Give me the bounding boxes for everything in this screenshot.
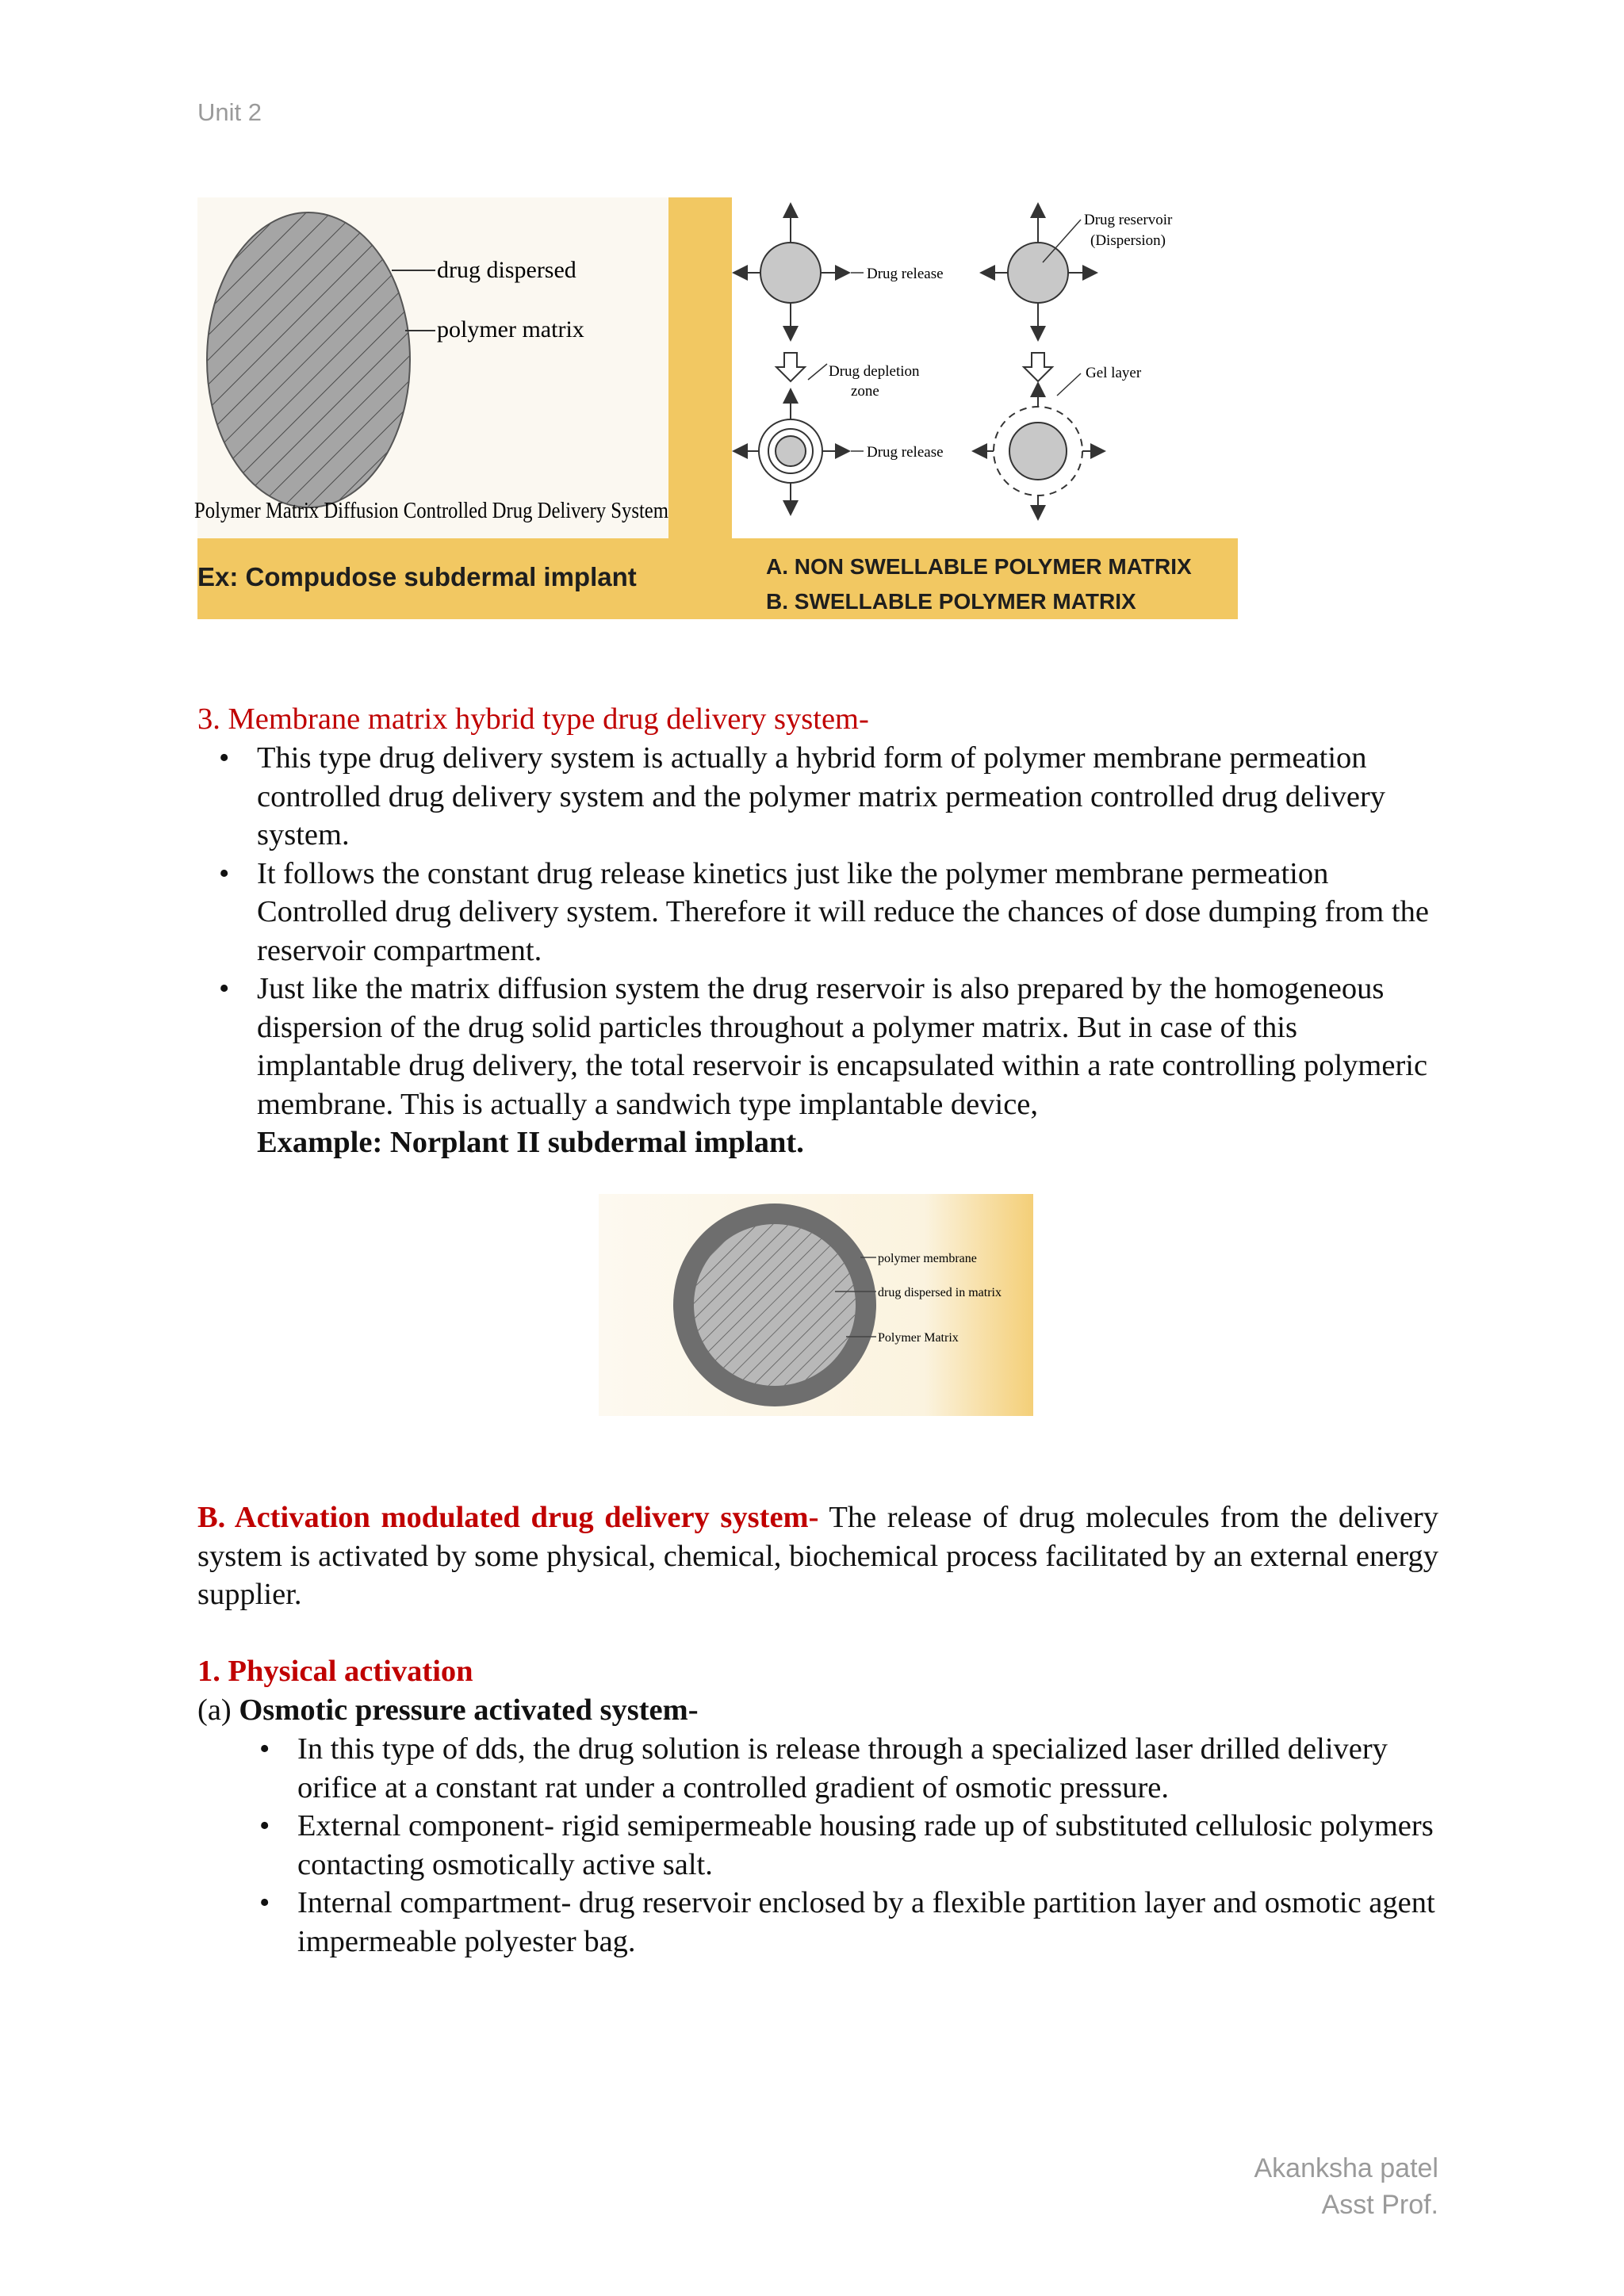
caption-non-swellable: A. NON SWELLABLE POLYMER MATRIX <box>766 554 1192 579</box>
figure-right-panel <box>732 197 1238 538</box>
list-item: • Internal compartment- drug reservoir enclosed by a flexible partition layer and osmotic agent impermeable polyester bag. <box>297 1884 1439 1961</box>
osmotic-subheading: (a) Osmotic pressure activated system- <box>197 1693 699 1727</box>
down-arrow-icon <box>1024 353 1052 381</box>
list-item: • This type drug delivery system is actually a hybrid form of polymer membrane permeation controlled drug delivery system and the polymer matrix permeation controlled drug delivery system. <box>257 739 1438 855</box>
matrix-label: Polymer Matrix <box>878 1331 959 1345</box>
sectionB-heading: B. Activation modulated drug delivery system- <box>197 1501 819 1534</box>
page-header: Unit 2 <box>197 98 262 126</box>
osmotic-bullets <box>297 1730 1439 1961</box>
list-item: • Just like the matrix diffusion system the drug reservoir is also prepared by the homogeneous dispersion of the drug solid particles throughout a polymer matrix. But in case of this implantable drug delivery, the total reservoir is encapsulated within a rate controlling polymeric membrane. This is actually a sandwich type implantable device, <box>257 970 1438 1123</box>
polymer-matrix-diagram <box>194 197 669 538</box>
physical-activation-heading: 1. Physical activation <box>197 1655 473 1688</box>
figure-left-panel <box>194 197 669 538</box>
membrane-label: polymer membrane <box>878 1252 977 1265</box>
example-compudose: Ex: Compudose subdermal implant <box>197 562 637 591</box>
non-swellable-initial <box>735 205 864 339</box>
drug-release-label-1: Drug release <box>867 266 944 282</box>
polymer-matrix-label: polymer matrix <box>437 316 584 342</box>
down-arrow-icon <box>776 353 805 381</box>
sectionB-paragraph <box>197 1498 1438 1614</box>
drug-dispersed-label: drug dispersed <box>437 257 576 283</box>
figure-hybrid-implant <box>599 1194 1033 1416</box>
release-diagram <box>732 197 1238 538</box>
section3-heading: 3. Membrane matrix hybrid type drug delivery system- <box>197 702 869 736</box>
drug-depletion-label: Drug depletion <box>829 363 920 380</box>
caption-block <box>766 549 1192 619</box>
caption-swellable: B. SWELLABLE POLYMER MATRIX <box>766 589 1136 614</box>
list-item: • It follows the constant drug release kinetics just like the polymer membrane permeation Controlled drug delivery system. Therefore it will reduce the chances of dose dumping from the reservoir compartment. <box>257 855 1438 970</box>
left-caption: Polymer Matrix Diffusion Controlled Drug Delivery System <box>194 498 669 523</box>
sectionB-text: The release of drug molecules from the delivery system is activated by some physical, chemical, biochemical process facilitated by an external energy supplier. <box>197 1501 1438 1611</box>
gel-layer-label: Gel layer <box>1086 365 1142 381</box>
swellable-gel <box>975 385 1103 518</box>
figure-matrix-diffusion <box>194 197 1238 619</box>
svg-text:zone: zone <box>851 383 879 400</box>
swellable-initial <box>982 205 1095 339</box>
list-item: • In this type of dds, the drug solution is release through a specialized laser drilled delivery orifice at a constant rat under a controlled gradient of osmotic pressure. <box>297 1730 1439 1807</box>
non-swellable-depleted <box>735 391 864 513</box>
drug-in-matrix-label: drug dispersed in matrix <box>878 1286 1002 1299</box>
drug-reservoir-label: Drug reservoir <box>1084 212 1173 228</box>
hybrid-implant-diagram <box>599 1194 1033 1416</box>
list-item: • External component- rigid semipermeable housing rade up of substituted cellulosic polymers contacting osmotically active salt. <box>297 1807 1439 1884</box>
svg-text:(Dispersion): (Dispersion) <box>1090 232 1166 249</box>
drug-release-label-2: Drug release <box>867 444 944 461</box>
footer-author: Akanksha patel Asst Prof. <box>1254 2153 1438 2220</box>
section3-bullets <box>257 739 1438 1123</box>
section3-example: Example: Norplant II subdermal implant. <box>257 1126 804 1159</box>
